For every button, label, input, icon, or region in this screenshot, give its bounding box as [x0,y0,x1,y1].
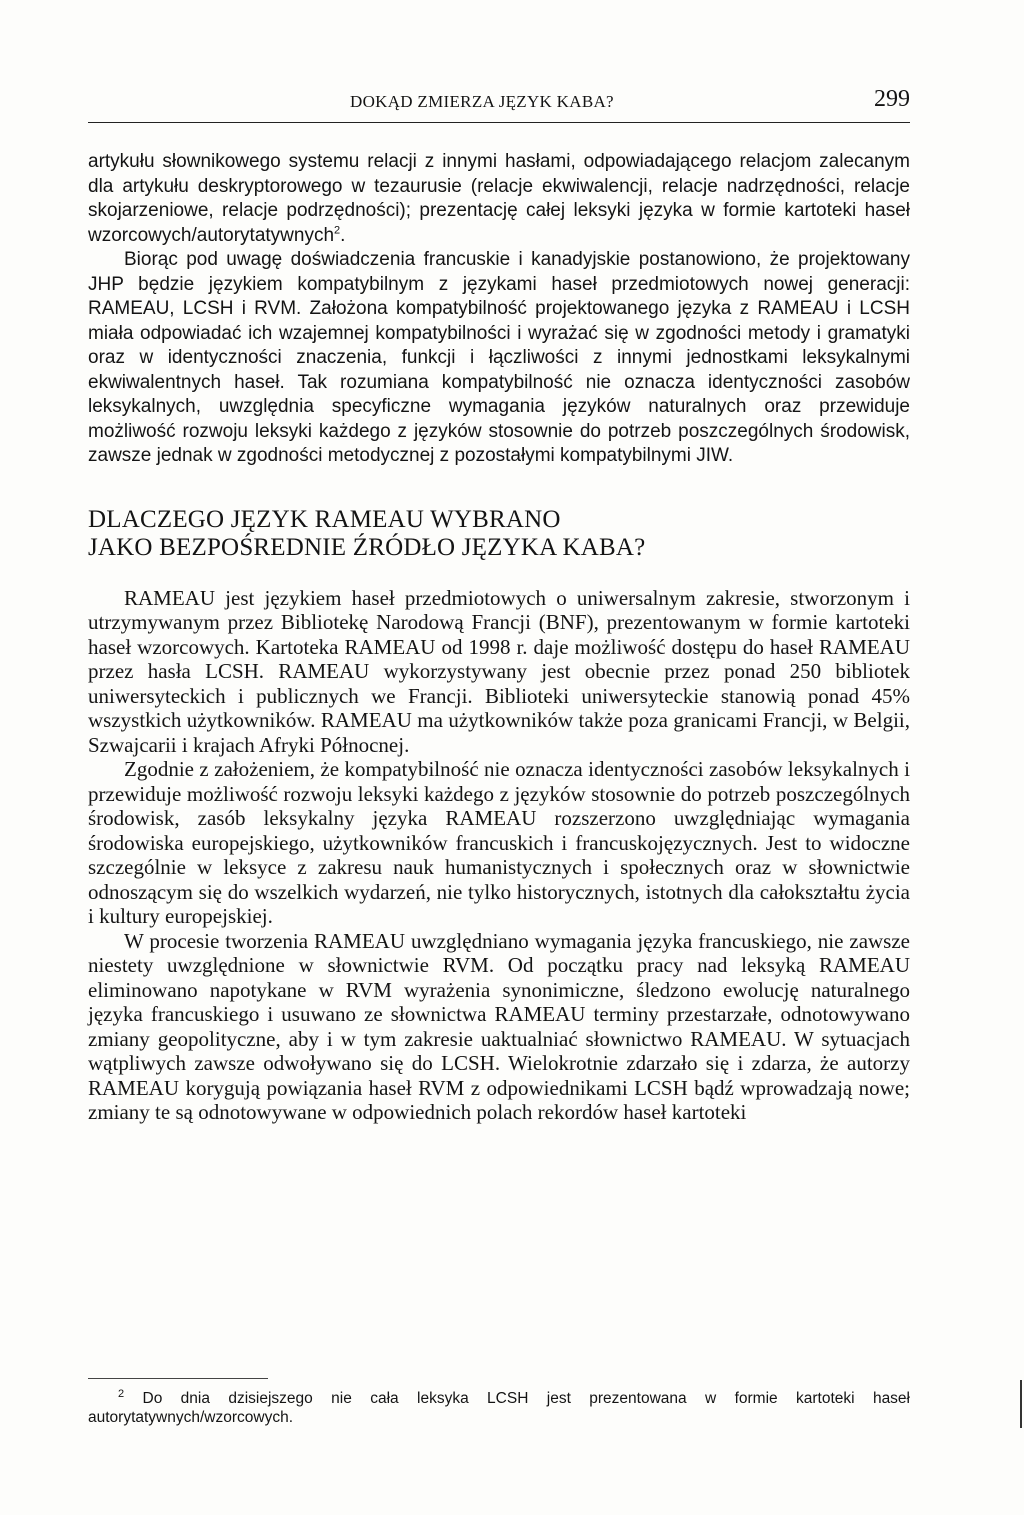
footnotes [88,1378,910,1427]
paragraph-text: artykułu słownikowego systemu relacji z innymi hasłami, odpowiadającego relacjom zalecanym dla artykułu deskryptorowego w tezaurusie (relacje ekwiwalencji, relacje nadrzędności, relacje skojarzeniowe, relacje podrzędności); prezentację całej leksyki języka w formie kartoteki haseł wzorcowych/autorytatywnych [88,151,910,246]
running-title: DOKĄD ZMIERZA JĘZYK KABA? [350,92,614,111]
footnote-marker: 2 [118,1387,125,1400]
paragraph-continuation [88,150,910,248]
scan-edge-mark [1020,1380,1022,1428]
paragraph: Zgodnie z założeniem, że kompatybilność nie oznacza identyczności zasobów leksykalnych i przewiduje możliwość rozwoju leksyki każdego z języków stosownie do potrzeb poszczególnych środowisk, zasób leksykalny języka RAMEAU rozszerzono uwzględniając wymagania środowiska europejskiego, użytkowników francuskich i francuskojęzycznych. Jest to widoczne szczególnie w leksyce z zakresu nauk humanistycznych i społecznych oraz w słownictwie odnoszącym się do wszelkich wydarzeń, nie tylko historycznych, istotnych dla całokształtu życia i kultury europejskiej. [88,757,910,928]
running-head [88,88,910,123]
paragraph: W procesie tworzenia RAMEAU uwzględniano wymagania języka francuskiego, nie zawsze niestety uwzględnione w słownictwie RVM. Od początku pracy nad leksyką RAMEAU eliminowano napotykane w RVM wyrażenia synonimiczne, śledzono ewolucję naturalnego języka francuskiego i usuwano ze słownictwa RAMEAU terminy przestarzałe, odnotowywano zmiany geopolityczne, aby i w tym zakresie uaktualniać słownictwo RAMEAU. W sytuacjach wątpliwych zawsze odwoływano się do LCSH. Wielokrotnie zdarzało się i zdarza, że autorzy RAMEAU korygują powiązania haseł RVM z odpowiednikami LCSH bądź wprowadzają nowe; zmiany te są odnotowywane w odpowiednich polach rekordów haseł kartoteki [88,928,910,1124]
paragraph-end: . [340,224,346,246]
section-heading-line-1: DLACZEGO JĘZYK RAMEAU WYBRANO [88,505,561,533]
footnote-text: Do dnia dzisiejszego nie cała leksyka LCSH jest prezentowana w formie kartoteki haseł autorytatywnych/wzorcowych. [88,1390,910,1426]
paragraph: Biorąc pod uwagę doświadczenia francuskie i kanadyjskie postanowiono, że projektowany JHP będzie językiem kompatybilnym z językami haseł przedmiotowych nowej generacji: RAMEAU, LCSH i RVM. Założona kompatybilność projektowanego języka z RAMEAU i LCSH miała odpowiadać ich wzajemnej kompatybilności i wyrażać się w zgodności metody i gramatyki oraz w identyczności znaczenia, funkcji i łączliwości z innymi jednostkami leksykalnymi ekwiwalentnych haseł. Tak rozumiana kompatybilność nie oznacza identyczności zasobów leksykalnych, uwzględnia specyficzne wymagania języków naturalnych oraz przewiduje możliwość rozwoju leksyki każdego z języków stosownie do potrzeb poszczególnych środowisk, zawsze jednak w zgodności metodycznej z pozostałymi kompatybilnymi JIW. [88,249,910,466]
paragraph: RAMEAU jest językiem haseł przedmiotowych o uniwersalnym zakresie, stworzonym i utrzymywanym przez Bibliotekę Narodową Francji (BNF), prezentowanym w formie kartoteki haseł wzorcowych. Kartoteka RAMEAU od 1998 r. daje możliwość dostępu do haseł RAMEAU przez hasła LCSH. RAMEAU wykorzystywany jest obecnie przez ponad 250 bibliotek uniwersyteckich i publicznych we Francji. Biblioteki uniwersyteckie stanowią ponad 45% wszystkich użytkowników. RAMEAU ma użytkowników także poza granicami Francji, w Belgii, Szwajcarii i krajach Afryki Północnej. [88,585,910,757]
page-number: 299 [874,86,910,112]
section-heading [88,506,910,562]
footnote-separator [88,1378,268,1379]
footnote-reference: 2 [334,224,341,237]
main-text [88,150,910,1125]
section-heading-line-2: JAKO BEZPOŚREDNIE ŹRÓDŁO JĘZYKA KABA? [88,533,646,561]
footnote [88,1389,910,1427]
